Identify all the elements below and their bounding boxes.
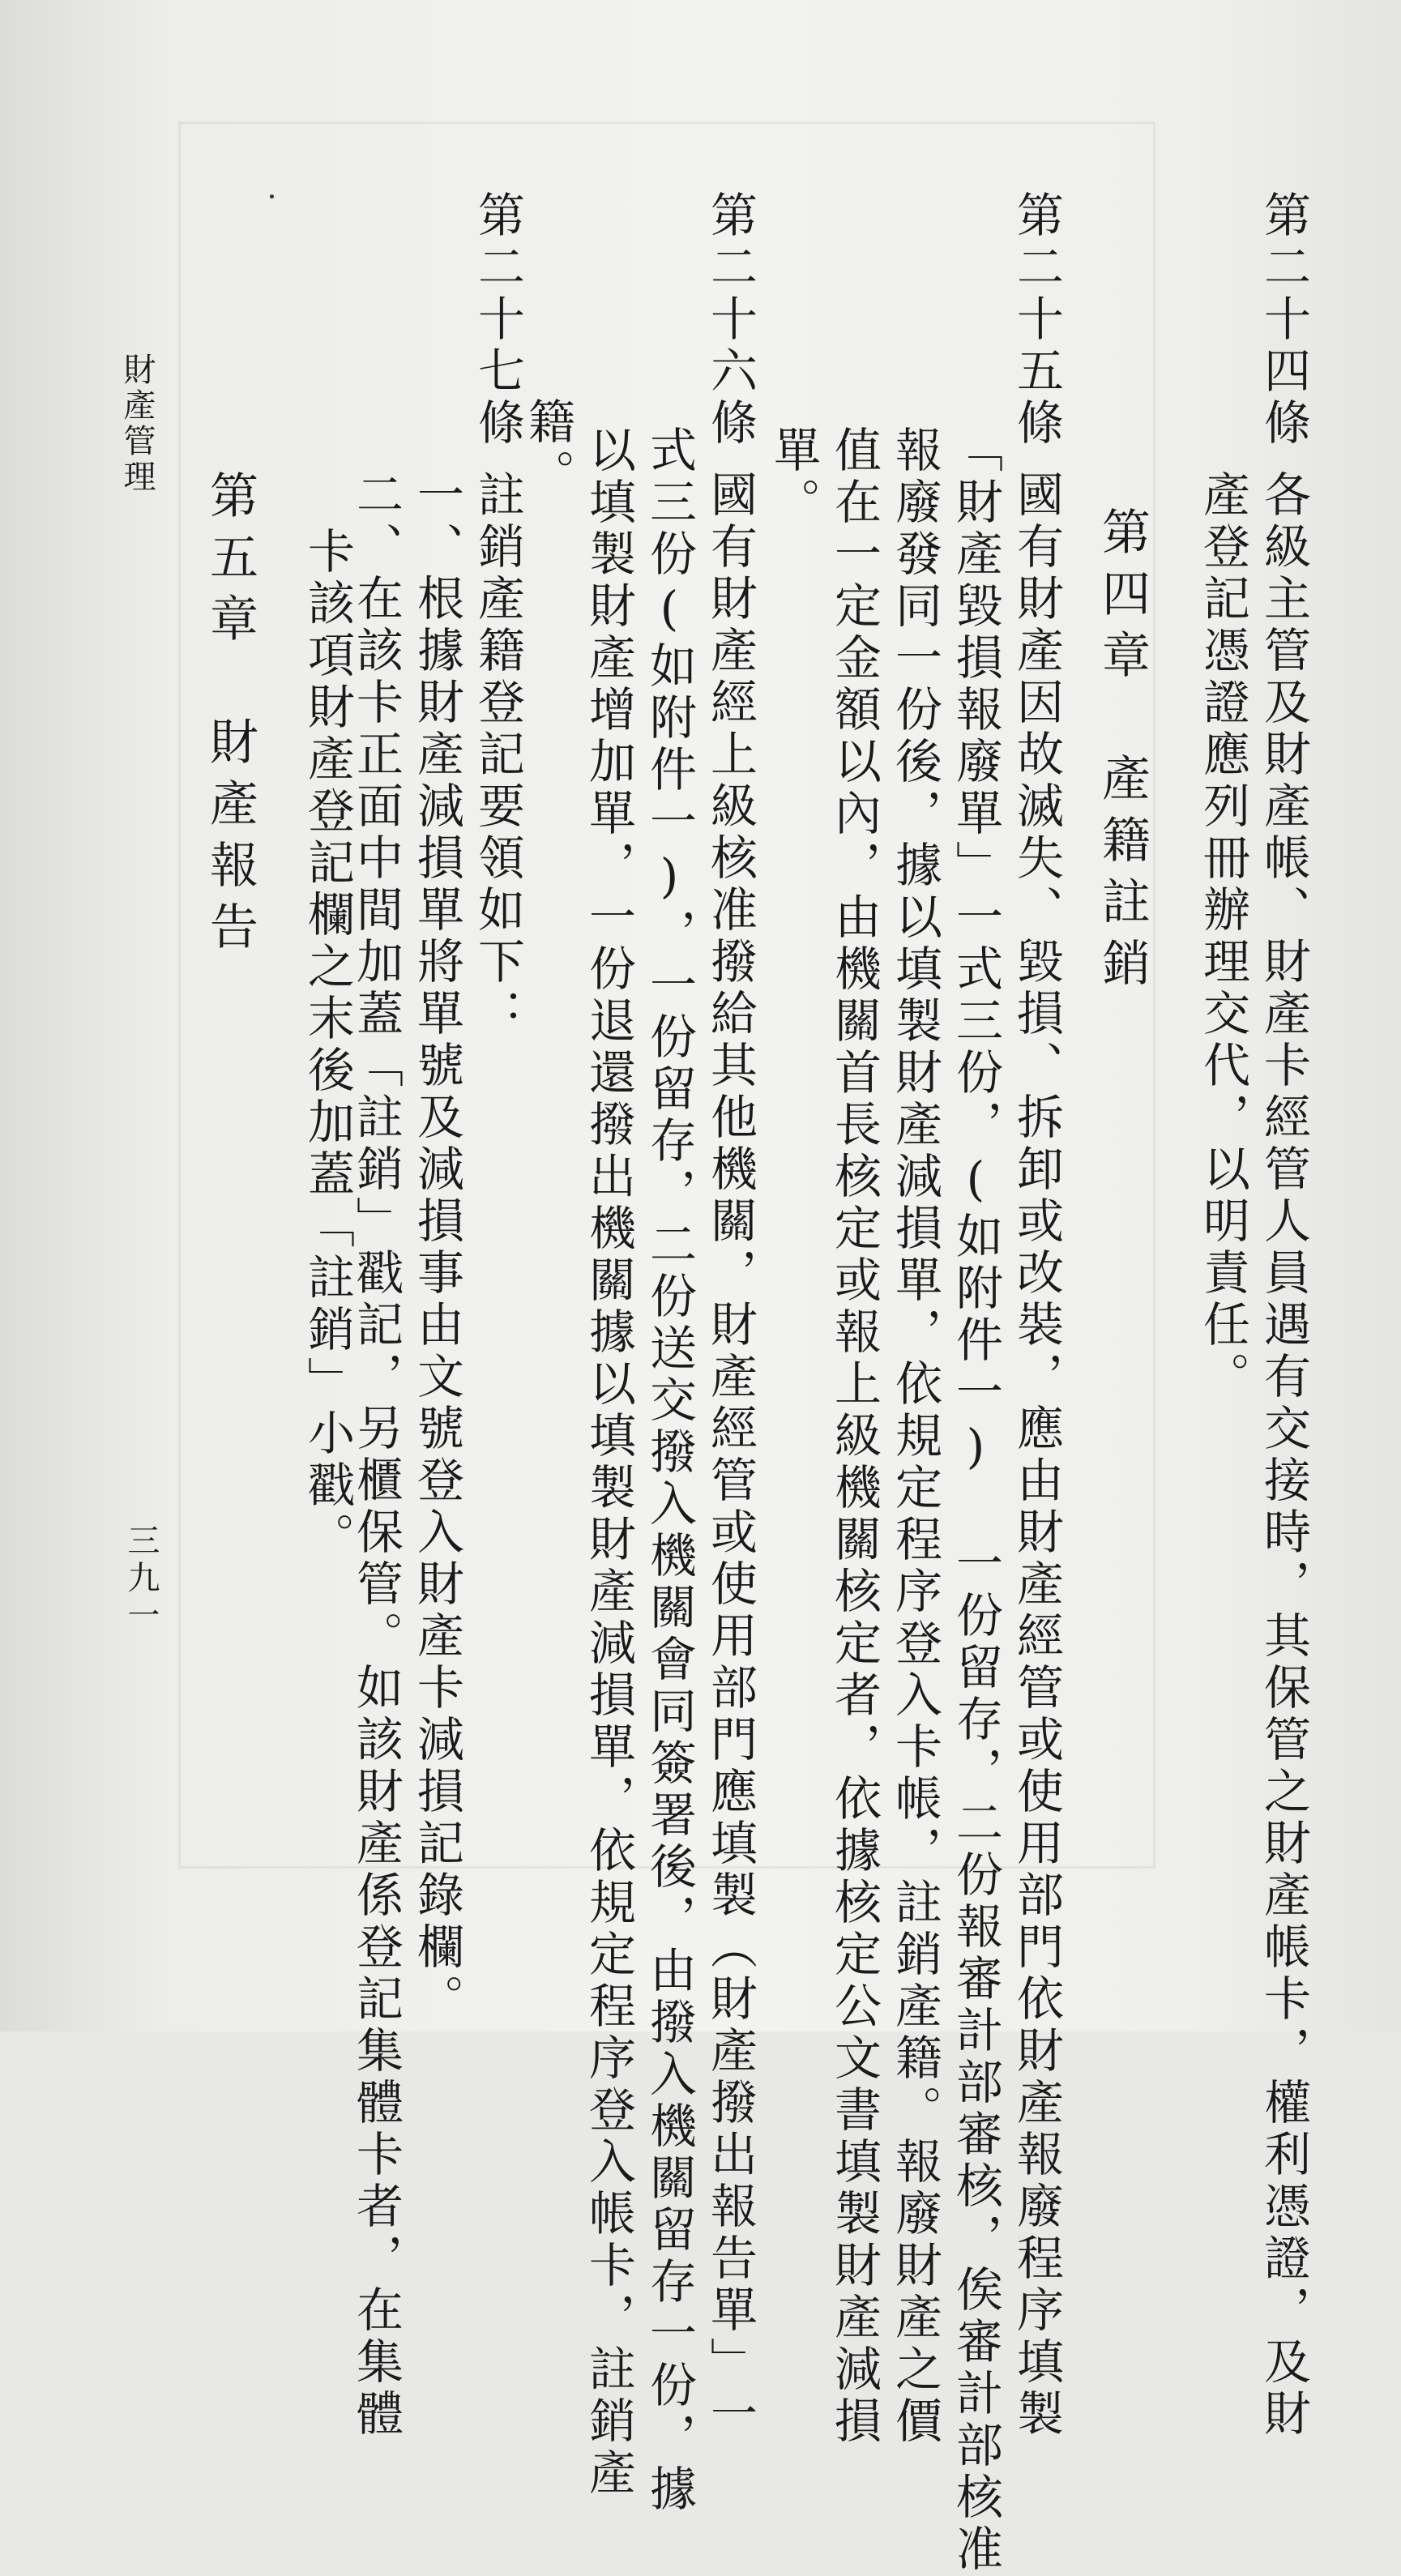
article-24-line-2: 產登記憑證應列冊辦理交代，以明責任。 xyxy=(1195,470,1250,1403)
article-25-label: 第二十五條 xyxy=(1009,190,1064,450)
article-27-line-1: 註銷產籍登記要領如下： xyxy=(470,470,525,1040)
article-24-line-1: 各級主管及財產帳、財產卡經管人員遇有交接時，其保管之財產帳卡，權利憑證，及財 xyxy=(1256,470,1311,2441)
chapter-5-heading: 第五章 財產報告 xyxy=(202,470,258,963)
article-25-line-5: 單。 xyxy=(766,425,821,529)
article-25-line-3: 報廢發同一份後，據以填製財產減損單，依規定程序登入卡帳，註銷產籍。報廢財產之價 xyxy=(887,425,942,2448)
article-25-line-1: 國有財產因故滅失、毀損、拆卸或改裝，應由財產經管或使用部門依財產報廢程序填製 xyxy=(1009,470,1064,2441)
article-27-line-4: 卡該項財產登記欄之末後加蓋「註銷」小戳。 xyxy=(300,527,355,1564)
article-26-line-2: 式三份(如附件一)，一份留存，二份送交撥入機關會同簽署後，由撥入機關留存一份，據 xyxy=(642,425,697,2516)
ink-dot xyxy=(270,194,274,199)
chapter-4-heading: 第四章 產籍註銷 xyxy=(1094,506,1151,999)
article-26-line-1: 國有財產經上級核准撥給其他機關，財產經管或使用部門應填製（財產撥出報告單」一 xyxy=(703,470,758,2441)
article-27-label: 第二十七條 xyxy=(470,190,525,450)
page-number: 三九一 xyxy=(122,1523,160,1635)
article-25-line-2: 「財產毀損報廢單」一式三份，(如附件一) 一份留存，二份報審計部審核，俟審計部核准 xyxy=(948,425,1003,2576)
article-25-line-4: 值在一定金額以內，由機關首長核定或報上級機關核定者，依據核定公文書填製財產減損 xyxy=(827,425,882,2448)
article-26-line-3: 以填製財產增加單，一份退還撥出機關據以填製財產減損單，依規定程序登入帳卡，註銷產 xyxy=(581,425,636,2500)
running-head: 財產管理 xyxy=(118,352,156,495)
article-27-line-3: 二、在該卡正面中間加蓋「註銷」戳記，另櫃保管。如該財產係登記集體卡者，在集體 xyxy=(348,470,404,2441)
article-24-label: 第二十四條 xyxy=(1256,190,1311,450)
article-27-line-2: 一、根據財產減損單將單號及減損事由文號登入財產卡減損記錄欄。 xyxy=(409,470,464,2026)
article-26-label: 第二十六條 xyxy=(703,190,758,450)
article-26-line-4: 籍。 xyxy=(520,397,575,501)
